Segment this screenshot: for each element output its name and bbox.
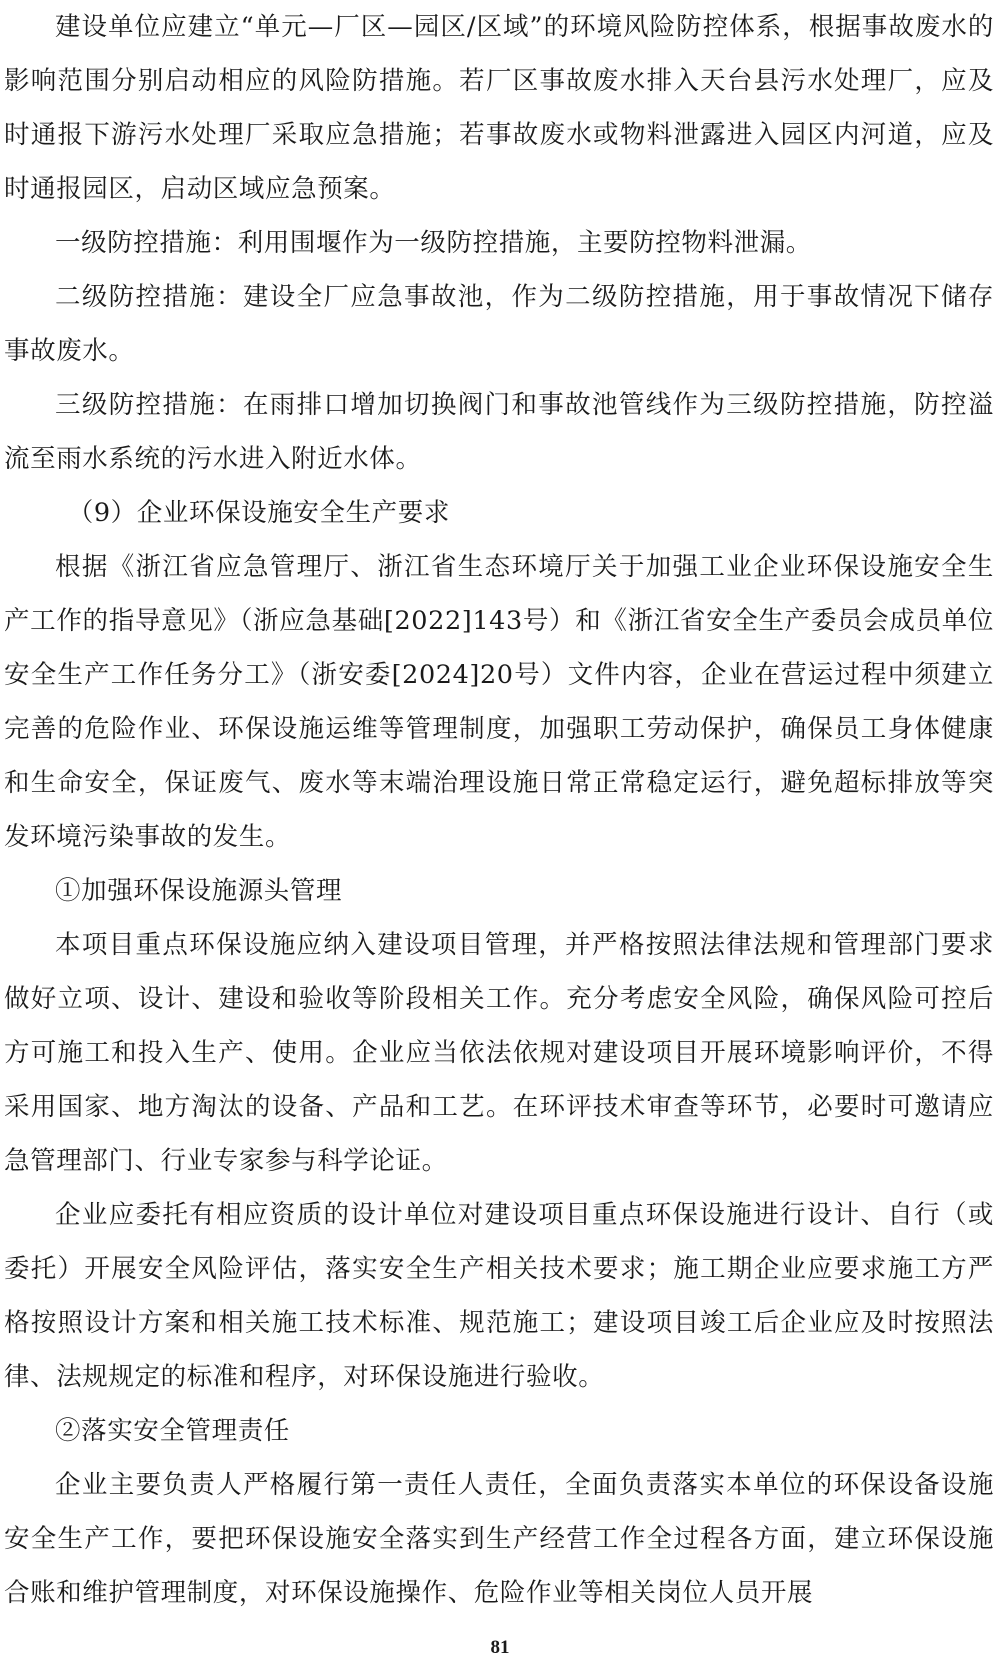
section-heading: （9）企业环保设施安全生产要求 — [67, 498, 450, 528]
page-number: 81 — [490, 1637, 510, 1658]
document-body — [4, 0, 994, 1620]
body-paragraph: 三级防控措施：在雨排口增加切换阀门和事故池管线作为三级防控措施，防控溢流至雨水系统的污水进入附近水体。 — [4, 390, 994, 474]
body-paragraph: 根据《浙江省应急管理厅、浙江省生态环境厅关于加强工业企业环保设施安全生产工作的指导意见》（浙应急基础[2022]143号）和《浙江省安全生产委员会成员单位安全生产工作任务分工》（浙安委[2024]20号）文件内容，企业在营运过程中须建立完善的危险作业、环保设施运维等管理制度，加强职工劳动保护，确保员工身体健康和生命安全，保证废气、废水等末端治理设施日常正常稳定运行，避免超标排放等突发环境污染事故的发生。 — [4, 552, 994, 852]
body-paragraph: 企业主要负责人严格履行第一责任人责任，全面负责落实本单位的环保设备设施安全生产工作，要把环保设施安全落实到生产经营工作全过程各方面，建立环保设施合账和维护管理制度，对环保设施操作、危险作业等相关岗位人员开展 — [4, 1470, 994, 1608]
body-paragraph: 一级防控措施：利用围堰作为一级防控措施，主要防控物料泄漏。 — [55, 228, 812, 258]
subsection-heading: ②落实安全管理责任 — [55, 1416, 290, 1446]
body-paragraph: 本项目重点环保设施应纳入建设项目管理，并严格按照法律法规和管理部门要求做好立项、设计、建设和验收等阶段相关工作。充分考虑安全风险，确保风险可控后方可施工和投入生产、使用。企业应当依法依规对建设项目开展环境影响评价，不得采用国家、地方淘汰的设备、产品和工艺。在环评技术审查等环节，必要时可邀请应急管理部门、行业专家参与科学论证。 — [4, 930, 994, 1176]
body-paragraph: 企业应委托有相应资质的设计单位对建设项目重点环保设施进行设计、自行（或委托）开展安全风险评估，落实安全生产相关技术要求；施工期企业应要求施工方严格按照设计方案和相关施工技术标准、规范施工；建设项目竣工后企业应及时按照法律、法规规定的标准和程序，对环保设施进行验收。 — [4, 1200, 994, 1392]
body-paragraph: 建设单位应建立“单元—厂区—园区/区域”的环境风险防控体系，根据事故废水的影响范围分别启动相应的风险防措施。若厂区事故废水排入天台县污水处理厂，应及时通报下游污水处理厂采取应急措施；若事故废水或物料泄露进入园区内河道，应及时通报园区，启动区域应急预案。 — [4, 12, 994, 204]
body-paragraph: 二级防控措施：建设全厂应急事故池，作为二级防控措施，用于事故情况下储存事故废水。 — [4, 282, 994, 366]
subsection-heading: ①加强环保设施源头管理 — [55, 876, 343, 906]
